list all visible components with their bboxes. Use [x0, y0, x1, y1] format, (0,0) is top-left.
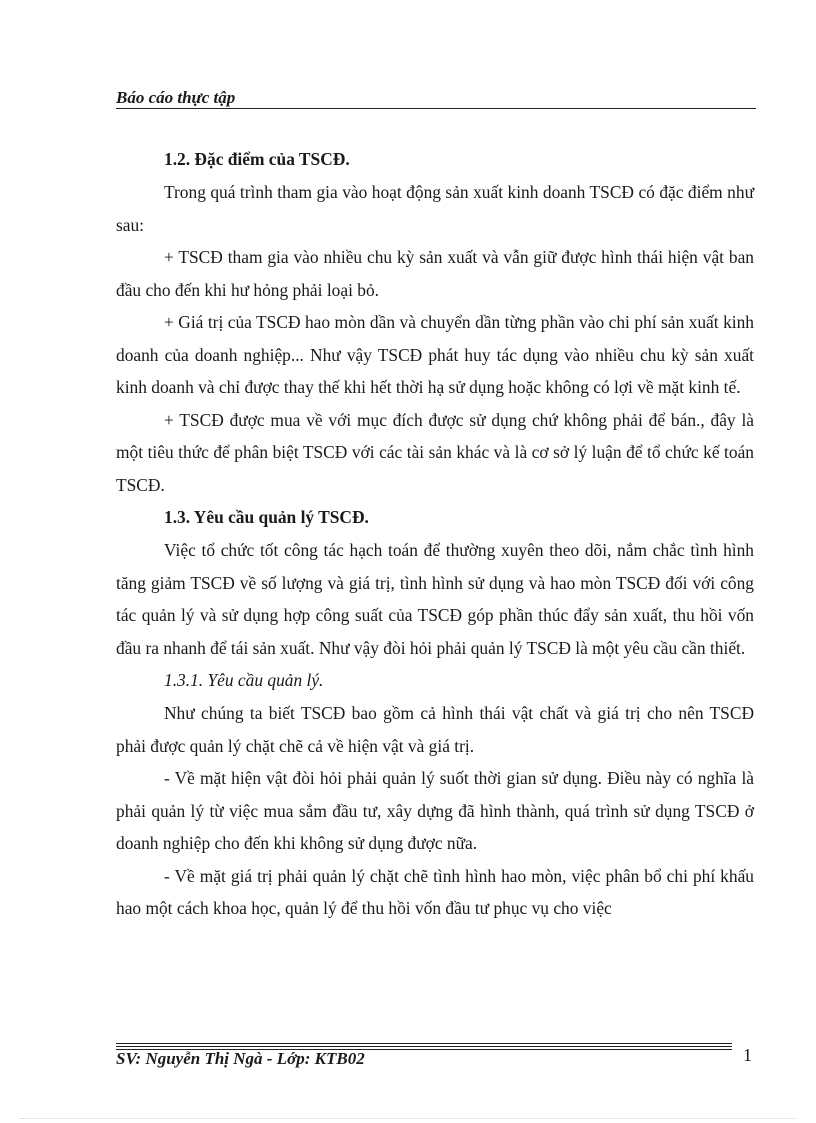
- section-heading-1-3: 1.3. Yêu cầu quản lý TSCĐ.: [164, 507, 369, 527]
- paragraph: Việc tổ chức tốt công tác hạch toán để thường xuyên theo dõi, nắm chắc tình hình tăng giảm TSCĐ về số lượng và giá trị, tình hình sử dụng và hao mòn TSCĐ đối với công tác quản lý và sử dụng hợp công suất của TSCĐ góp phần thúc đẩy sản xuất, thu hồi vốn đầu ra nhanh để tái sản xuất. Như vậy đòi hỏi phải quản lý TSCĐ là một yêu cầu cần thiết.: [116, 540, 754, 658]
- page-edge-divider: [20, 1118, 796, 1119]
- header-title: Báo cáo thực tập: [116, 88, 236, 107]
- page-number: 1: [743, 1045, 752, 1065]
- footer-student-info: SV: Nguyễn Thị Ngà - Lớp: KTB02: [116, 1049, 365, 1068]
- footer-divider: [116, 1043, 732, 1044]
- paragraph: - Về mặt giá trị phải quản lý chặt chẽ tình hình hao mòn, việc phân bổ chi phí khấu hao một cách khoa học, quản lý để thu hồi vốn đầu tư phục vụ cho việc: [116, 865, 754, 918]
- header-divider: [116, 108, 756, 109]
- paragraph: + TSCĐ tham gia vào nhiều chu kỳ sản xuất và vẫn giữ được hình thái hiện vật ban đầu cho đến khi hư hỏng phải loại bỏ.: [116, 247, 754, 300]
- paragraph: - Về mặt hiện vật đòi hỏi phải quản lý suốt thời gian sử dụng. Điều này có nghĩa là phải quản lý từ việc mua sắm đầu tư, xây dựng đã hình thành, quá trình sử dụng TSCĐ ở doanh nghiệp cho đến khi không sử dụng được nữa.: [116, 768, 754, 853]
- subsection-heading-1-3-1: 1.3.1. Yêu cầu quản lý.: [164, 670, 324, 690]
- paragraph: + Giá trị của TSCĐ hao mòn dần và chuyển dần từng phần vào chi phí sản xuất kinh doanh của doanh nghiệp... Như vậy TSCĐ phát huy tác dụng vào nhiều chu kỳ sản xuất kinh doanh và chỉ được thay thế khi hết thời hạ sử dụng hoặc không có lợi về mặt kinh tế.: [116, 312, 754, 397]
- footer-divider: [116, 1046, 732, 1047]
- paragraph: Như chúng ta biết TSCĐ bao gồm cả hình thái vật chất và giá trị cho nên TSCĐ phải được quản lý chặt chẽ cả về hiện vật và giá trị.: [116, 703, 754, 756]
- paragraph: + TSCĐ được mua về với mục đích được sử dụng chứ không phải để bán., đây là một tiêu thức để phân biệt TSCĐ với các tài sản khác và là cơ sở lý luận để tổ chức kế toán TSCĐ.: [116, 409, 754, 495]
- document-body: [116, 143, 754, 925]
- section-heading-1-2: 1.2. Đặc điểm của TSCĐ.: [164, 149, 350, 169]
- paragraph: Trong quá trình tham gia vào hoạt động sản xuất kinh doanh TSCĐ có đặc điểm như sau:: [116, 182, 754, 235]
